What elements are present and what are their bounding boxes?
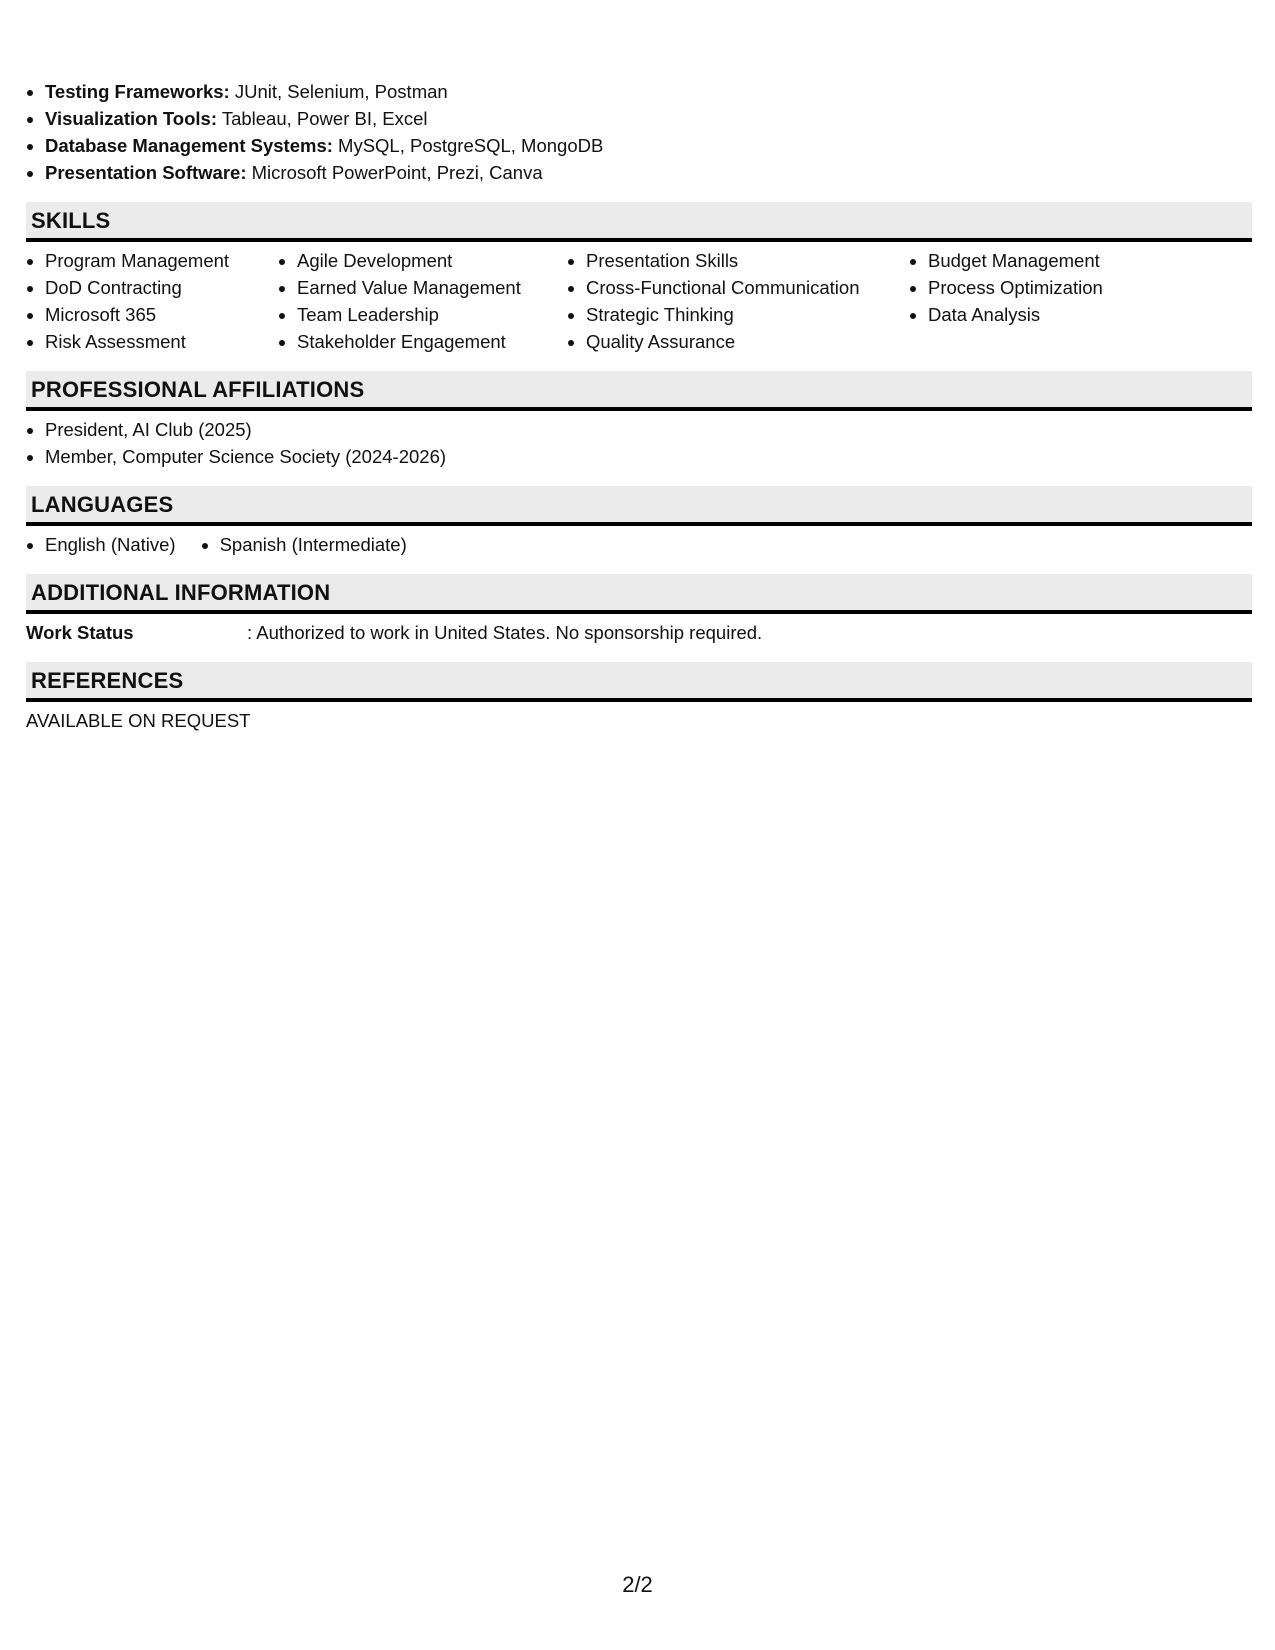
tool-category-label: Presentation Software: <box>45 162 247 183</box>
skill-item: • Quality Assurance <box>586 328 890 355</box>
languages-row <box>26 531 1252 558</box>
references-text: AVAILABLE ON REQUEST <box>26 710 251 731</box>
affiliation-item: • President, AI Club (2025) <box>45 416 1252 443</box>
skill-item: • Microsoft 365 <box>45 301 259 328</box>
languages-list <box>26 531 451 558</box>
skill-item: • Cross-Functional Communication <box>586 274 890 301</box>
resume-page <box>26 78 1252 734</box>
work-status-row <box>26 619 1252 646</box>
skill-item: • DoD Contracting <box>45 274 259 301</box>
skill-item: • Agile Development <box>297 247 548 274</box>
technical-tools-list <box>26 78 1252 186</box>
list-item <box>45 105 1252 132</box>
skills-section-header: SKILLS <box>26 202 1252 242</box>
tool-category-value: Microsoft PowerPoint, Prezi, Canva <box>251 162 543 183</box>
skill-item: • Risk Assessment <box>45 328 259 355</box>
list-item <box>45 159 1252 186</box>
skill-item: • Program Management <box>45 247 259 274</box>
skill-item: • Stakeholder Engagement <box>297 328 548 355</box>
languages-section-header: LANGUAGES <box>26 486 1252 526</box>
skills-column <box>567 247 890 355</box>
work-status-value: : Authorized to work in United States. No sponsorship required. <box>247 622 763 643</box>
skill-item: • Earned Value Management <box>297 274 548 301</box>
tool-category-value: JUnit, Selenium, Postman <box>234 81 448 102</box>
skill-item: • Budget Management <box>928 247 1228 274</box>
skill-item: • Strategic Thinking <box>586 301 890 328</box>
skill-item: • Presentation Skills <box>586 247 890 274</box>
skills-column <box>278 247 548 355</box>
affiliations-list <box>26 416 1252 470</box>
language-item: • English (Native) <box>45 531 176 558</box>
affiliations-section-header: PROFESSIONAL AFFILIATIONS <box>26 371 1252 411</box>
tool-category-value: Tableau, Power BI, Excel <box>221 108 428 129</box>
list-item <box>45 132 1252 159</box>
work-status-label: Work Status <box>26 622 134 643</box>
list-item <box>45 78 1252 105</box>
skills-grid <box>26 247 1252 355</box>
language-item: • Spanish (Intermediate) <box>220 531 407 558</box>
references-section-header: REFERENCES <box>26 662 1252 702</box>
tool-category-label: Testing Frameworks: <box>45 81 230 102</box>
tool-category-label: Database Management Systems: <box>45 135 333 156</box>
tool-category-label: Visualization Tools: <box>45 108 218 129</box>
page-number: 2/2 <box>622 1572 653 1597</box>
affiliation-item: • Member, Computer Science Society (2024-2026) <box>45 443 1252 470</box>
skills-column <box>26 247 259 355</box>
skills-column <box>909 247 1228 355</box>
skill-item: • Process Optimization <box>928 274 1228 301</box>
additional-info-section-header: ADDITIONAL INFORMATION <box>26 574 1252 614</box>
skill-item: • Team Leadership <box>297 301 548 328</box>
tool-category-value: MySQL, PostgreSQL, MongoDB <box>338 135 604 156</box>
skill-item: • Data Analysis <box>928 301 1228 328</box>
